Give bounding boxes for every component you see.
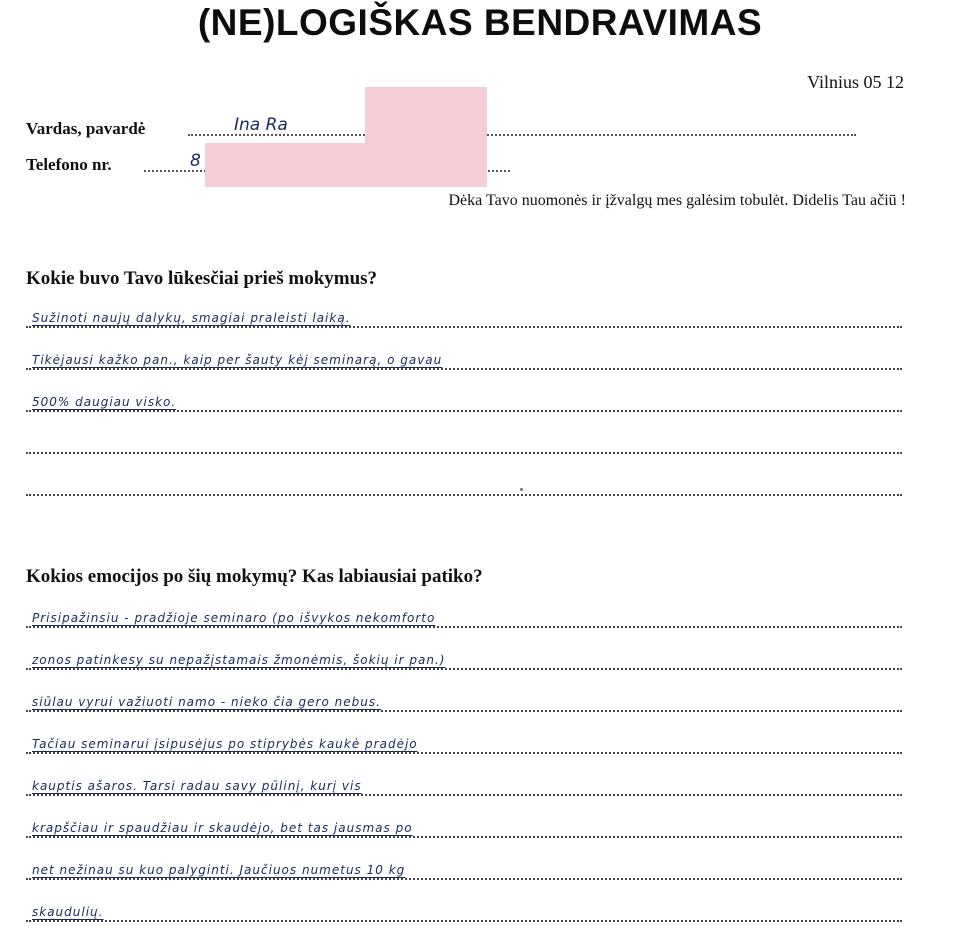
answer-text: Sužinoti naujų dalykų, smagiai praleisti laiką. — [32, 311, 351, 325]
dotted-rule — [26, 920, 902, 922]
dotted-rule — [26, 794, 902, 796]
dotted-rule — [26, 836, 902, 838]
answer-text: 500% daugiau visko. — [32, 395, 177, 409]
answer-text: net nežinau su kuo palyginti. Jaučiuos numetus 10 kg — [32, 863, 406, 877]
answer-line — [26, 886, 902, 926]
answer-line — [26, 676, 902, 716]
question-2-heading: Kokios emocijos po šių mokymų? Kas labiausiai patiko? — [26, 566, 483, 587]
dotted-rule — [26, 878, 902, 880]
dotted-rule — [26, 752, 902, 754]
answer-line — [26, 844, 902, 884]
thanks-note: Dėka Tavo nuomonės ir įžvalgų mes galėsim tobulėt. Didelis Tau ačiū ! — [448, 192, 906, 209]
answer-line — [26, 334, 902, 374]
answer-line — [26, 592, 902, 632]
answer-text: siūlau vyrui važiuoti namo - nieko čia gero nebus. — [32, 695, 381, 709]
dotted-rule — [26, 410, 902, 412]
dotted-rule — [26, 452, 902, 454]
dotted-rule — [26, 494, 902, 496]
redaction-block — [205, 143, 487, 187]
dotted-rule — [26, 326, 902, 328]
answer-text: Tačiau seminarui įsipusėjus po stiprybės kaukė pradėjo — [32, 737, 418, 751]
answer-line — [26, 760, 902, 800]
answer-line — [26, 376, 902, 416]
answer-text: Tikėjausi kažko pan., kaip per šauty kėj seminarą, o gavau — [32, 353, 443, 367]
question-1-heading: Kokie buvo Tavo lūkesčiai prieš mokymus? — [26, 268, 378, 289]
answer-text: kauptis ašaros. Tarsi radau savy pūlinį, kurį vis — [32, 779, 362, 793]
form-title: (NE)LOGIŠKAS BENDRAVIMAS — [197, 2, 763, 43]
phone-value: 8 — [190, 151, 201, 171]
answer-line — [26, 418, 902, 458]
answer-line — [26, 634, 902, 674]
name-value: Ina Ra — [234, 115, 288, 135]
answer-line — [26, 460, 902, 500]
answer-text: krapščiau ir spaudžiau ir skaudėjo, bet tas jausmas po — [32, 821, 413, 835]
name-label: Vardas, pavardė — [26, 119, 146, 138]
form-date: Vilnius 05 12 — [807, 72, 904, 92]
answer-line — [26, 292, 902, 332]
answer-line — [26, 718, 902, 758]
dotted-rule — [26, 710, 902, 712]
answer-line — [26, 802, 902, 842]
dotted-rule — [26, 626, 902, 628]
answer-text: skaudulių. — [32, 905, 104, 919]
phone-label: Telefono nr. — [26, 155, 112, 174]
name-dotted-line — [188, 134, 856, 136]
dotted-rule — [26, 668, 902, 670]
dotted-rule — [26, 368, 902, 370]
answer-text: zonos patinkesy su nepažįstamais žmonėmis, šokių ir pan.) — [32, 653, 446, 667]
answer-text: Prisipažinsiu - pradžioje seminaro (po išvykos nekomforto — [32, 611, 436, 625]
paper-speck — [520, 488, 523, 491]
